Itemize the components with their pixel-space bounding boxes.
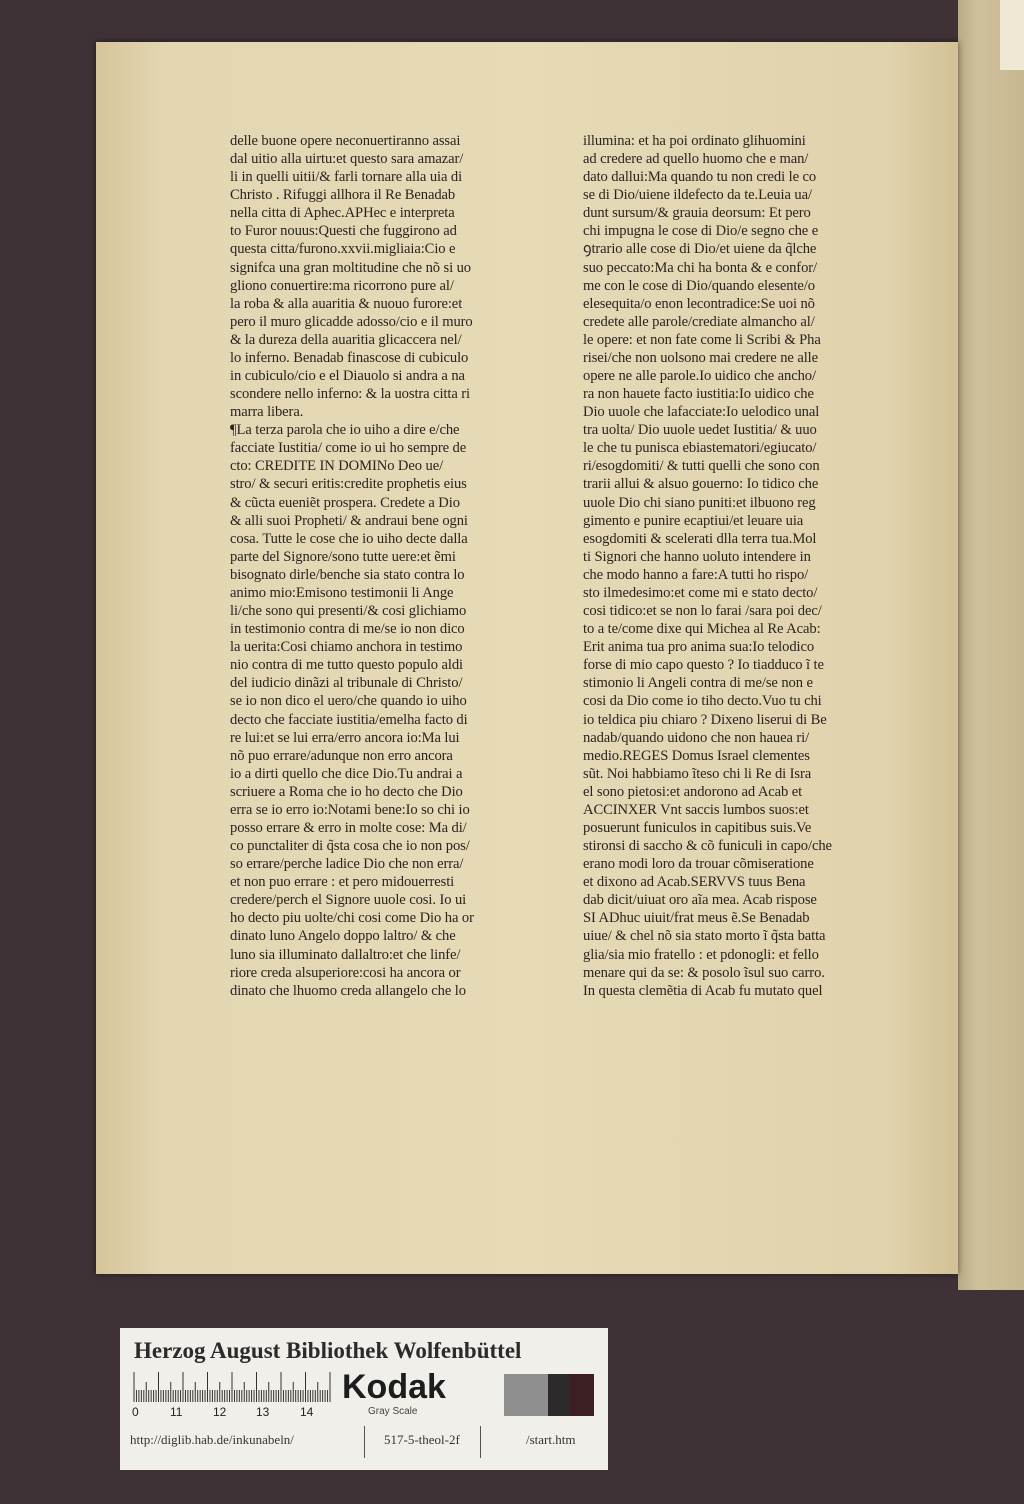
text-line: la uerita:Cosi chiamo anchora in testimo [230,639,463,656]
text-line: dinato luno Angelo doppo laltro/ & che [230,928,456,945]
ruler-number: 11 [170,1405,183,1419]
text-line: io a dirti quello che dice Dio.Tu andrai a [230,765,463,782]
text-line: elesequita/o enon lecontradice:Se uoi nõ [583,295,815,312]
text-line: posuerunt funiculos in capitibus suis.Ve [583,819,812,836]
text-line: li in quelli uitii/& farli tornare alla uia di [230,169,463,186]
text-line: scondere nello inferno: & la uostra citta ri [230,386,470,403]
start-link: /start.htm [526,1432,576,1447]
text-line: signifca una gran moltitudine che nõ si uo [230,259,472,276]
text-line: ꝯtrario alle cose di Dio/et uiene da q̃lche [583,241,817,258]
text-line: li/che sono qui presenti/& cosi glichiamo [230,603,467,620]
text-line: animo mio:Emisono testimonii li Ange [230,584,454,601]
text-line: ti Signori che hanno uoluto intendere in [583,548,811,565]
text-line: & cũcta eueniẽt prospera. Credete a Dio [230,494,460,511]
facing-page-corner [1000,0,1024,70]
text-line: Erit anima tua pro anima sua:Io telodico [583,639,815,656]
text-line: marra libera. [230,404,304,421]
text-line: questa citta/furono.xxvii.migliaia:Cio e [230,241,456,258]
text-line: del iudicio dinãzi al tribunale di Christo/ [230,675,463,692]
text-line: forse di mio capo questo ? Io tiadduco ĩ te [583,657,824,674]
text-line: in cubiculo/cio e el Diauolo si andra a na [230,368,465,385]
text-line: risei/che non uolsono mai credere ne alle [583,349,818,366]
text-line: le che tu punisca ebiastematori/egiucato/ [583,440,817,457]
text-line: cosi tidico:et se non lo farai /sara poi dec/ [583,603,822,620]
text-line: credere/perch el Signore uuole cosi. Io ui [230,892,467,909]
text-line: SI ADhuc uiuit/frat meus ẽ.Se Benadab [583,910,810,927]
text-line: ¶La terza parola che io uiho a dire e/che [230,422,460,439]
scan-info-strip [120,1328,608,1470]
ruler-number: 13 [256,1405,270,1419]
dark-swatch [548,1374,570,1416]
text-line: ri/esogdomiti/ & tutti quelli che sono con [583,458,820,475]
text-line: che modo hanno a fare:A tutti ho rispo/ [583,566,809,583]
text-line: delle buone opere neconuertiranno assai [230,133,461,149]
gray-scale-label: Gray Scale [368,1406,418,1417]
text-line: glia/sia mio fratello : et pdonogli: et fello [583,946,819,963]
text-line: Christo . Rifuggi allhora il Re Benadab [230,187,456,204]
text-line: ACCINXER Vnt saccis lumbos suos:et [583,801,809,818]
text-line: erra se io erro io:Notami bene:Io so chi io [230,801,470,818]
text-line: menare qui da se: & posolo ĩsul suo carro. [583,964,825,981]
text-line: erano modi loro da trouar cõmiseratione [583,856,814,873]
text-line: & alli suoi Propheti/ & andraui bene ogni [230,512,468,529]
text-line: riore creda alsuperiore:cosi ha ancora or [230,964,461,981]
text-line: sto ilmedesimo:et come mi e stato decto/ [583,584,818,601]
text-line: dab dicit/uiuat oro aĩa mea. Acab rispose [583,892,817,909]
text-line: sũt. Noi habbiamo ĩteso chi li Re di Isra [583,765,812,782]
text-line: stironsi di saccho & cõ funiculi in capo/che [583,838,832,855]
text-line: tra uolta/ Dio uuole uedet Iustitia/ & uuo [583,422,817,439]
text-line: stro/ & securi eritis:credite prophetis eius [230,476,467,493]
text-line: facciate Iustitia/ come io ui ho sempre de [230,440,467,457]
library-name: Herzog August Bibliothek Wolfenbüttel [134,1338,522,1363]
text-line: to a te/come dixe qui Michea al Re Acab: [583,621,821,638]
divider [480,1426,481,1458]
text-line: In questa clemẽtia di Acab fu mutato quel [583,982,823,999]
text-line: suo peccato:Ma chi ha bonta & e confor/ [583,259,817,276]
text-line: credete alle parole/crediate almancho al/ [583,313,815,330]
text-line: uuole Dio chi siano puniti:et ilbuono reg [583,494,816,511]
text-line: dunt sursum/& grauia deorsum: Et pero [583,205,811,222]
text-line: opere ne alle parole.Io uidico che ancho/ [583,368,816,385]
text-line: stimonio li Angeli contra di me/se non e [583,675,813,692]
text-line: co punctaliter di q̃sta cosa che io non pos/ [230,838,470,855]
ruler-number: 0 [132,1405,139,1419]
text-line: nella citta di Aphec.APHec e interpreta [230,205,455,222]
text-line: dato dallui:Ma quando tu non credi le co [583,169,817,186]
text-line: lo inferno. Benadab finascose di cubiculo [230,349,469,366]
text-line: et dixono ad Acab.SERVVS tuus Bena [583,874,806,891]
text-line: Dio uuole che lafacciate:Io uelodico unal [583,404,820,421]
right-text-column [583,132,895,1000]
shelfmark: 517-5-theol-2f [384,1432,460,1447]
text-line: cosa. Tutte le cose che io uiho decte dalla [230,530,468,547]
text-line: gimento e punire ecaptiui/et leuare uia [583,512,804,529]
text-line: se di Dio/uiene ildefecto da te.Leuia ua/ [583,187,812,204]
text-line: esogdomiti & scelerati dlla terra tua.Mol [583,530,817,547]
text-line: et non puo errare : et pero midouerresti [230,874,455,891]
text-line: gliono conuertire:ma ricorrono pure al/ [230,277,454,294]
text-line: scriuere a Roma che io ho decto che Dio [230,783,463,800]
text-line: cosi da Dio come io tiho decto.Vuo tu chi [583,693,822,710]
text-line: nio contra di me tutto questo populo aldi [230,657,464,674]
text-line: posso errare & erro in molte cose: Ma di/ [230,819,467,836]
text-line: medio.REGES Domus Israel clementes [583,747,810,764]
facing-page-edge [958,0,1024,1290]
text-line: ra non hauete facto iustitia:Io uidico che [583,386,814,403]
ruler-number: 12 [213,1405,227,1419]
text-line: nõ puo errare/adunque non erro ancora [230,747,453,764]
left-text-column [230,132,560,1000]
text-line: la roba & alla auaritia & nuouo furore:et [230,295,463,312]
text-line: uiue/ & chel nõ sia stato morto ĩ q̃sta batta [583,928,826,945]
text-line: luno sia illuminato dallaltro:et che linfe/ [230,946,461,963]
ruler-icon [132,1372,332,1402]
text-line: pero il muro glicadde adosso/cio e il muro [230,313,473,330]
text-line: me con le cose di Dio/quando elesente/o [583,277,815,294]
text-line: nadab/quando uidono che non hauea ri/ [583,729,810,746]
source-url: http://diglib.hab.de/inkunabeln/ [130,1432,294,1447]
text-line: trarii allui & alsuo gouerno: Io tidico che [583,476,819,493]
darkest-swatch [570,1374,594,1416]
text-line: re lui:et se lui erra/erro ancora io:Ma lui [230,729,460,746]
kodak-logo: Kodak [342,1368,446,1406]
text-line: ho decto piu uolte/chi cosi come Dio ha or [230,910,474,927]
text-line: to Furor nouus:Questi che fuggirono ad [230,223,457,240]
text-line: ad credere ad quello huomo che e man/ [583,151,809,168]
text-line: dinato che lhuomo creda allangelo che lo [230,982,466,999]
text-line: el sono pietosi:et andorono ad Acab et [583,783,803,800]
text-line: cto: CREDITE IN DOMINo Deo ue/ [230,458,444,475]
text-line: so errare/perche ladice Dio che non erra/ [230,856,464,873]
text-line: bisognato dirle/benche sia stato contra lo [230,566,465,583]
text-line: illumina: et ha poi ordinato glihuomini [583,133,806,149]
text-line: parte del Signore/sono tutte uere:et ẽmi [230,548,456,565]
text-line: se io non dico el uero/che quando io uiho [230,693,467,710]
ruler-number: 14 [300,1405,314,1419]
divider [364,1426,365,1458]
text-line: io teldica piu chiaro ? Dixeno liserui di Be [583,711,827,728]
text-line: chi impugna le cose di Dio/e segno che e [583,223,819,240]
text-line: & la dureza della auaritia glicaccera nel/ [230,331,462,348]
text-line: dal uitio alla uirtu:et questo sara amazar/ [230,151,464,168]
gray-swatch [504,1374,548,1416]
text-line: decto che facciate iustitia/emelha facto di [230,711,468,728]
text-line: le opere: et non fate come li Scribi & Pha [583,331,821,348]
text-line: in testimonio contra di me/se io non dico [230,621,465,638]
